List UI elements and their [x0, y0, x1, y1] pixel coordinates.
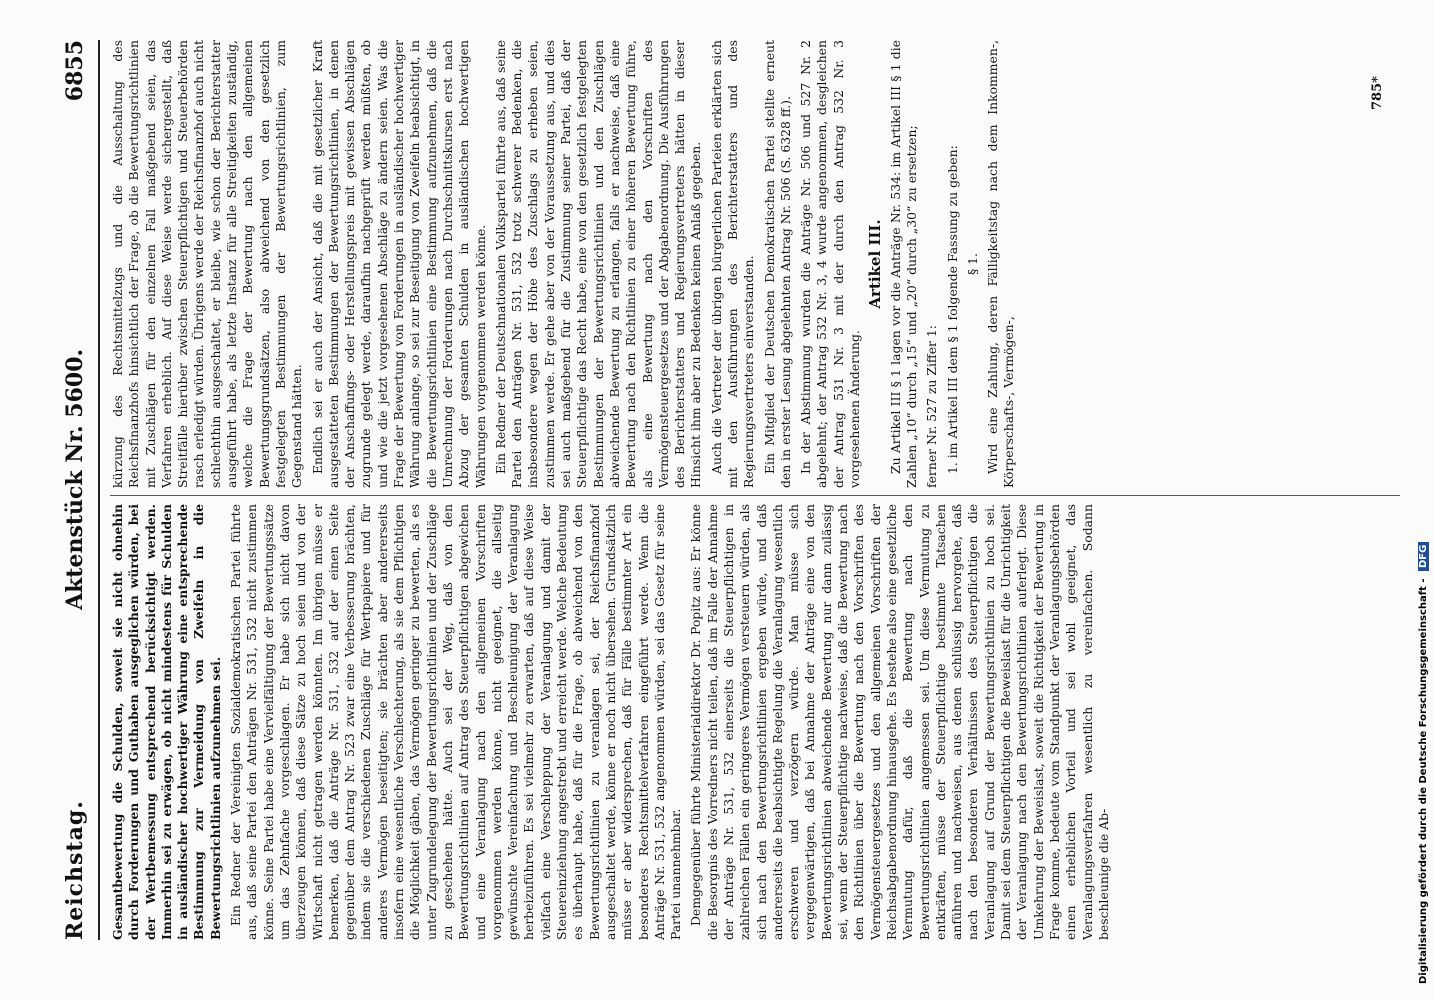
sheet-signature: 785* [1370, 76, 1385, 110]
paragraph: § 1. [964, 253, 980, 275]
header-left: Reichstag. [62, 800, 88, 940]
paragraph: Endlich sei er auch der Ansicht, daß die mit gesetzlicher Kraft ausgestatteten Bestimmungen der Bewertungsrichtlinien, in denen der Anschaffungs- oder Herstellungspreis mit gewissen Abschlägen zugrunde gelegt werde, daraufhin nachgeprüft werden müßten, ob und wie die jetzt vorgesehenen Abschläge zu ändern seien. Was die Frage der Bewertung von Forderungen in ausländischer hochwertiger Währung anlange, so sei zur Beseitigung von Zweifeln beabsichtigt, in die Bewertungsrichtlinien eine Bestimmung aufzunehmen, daß die Umrechnung der Forderungen nach Durchschnittskursen erst nach Abzug der gesamten Schulden in ausländischen hochwertigen Währungen vorgenommen werden könne. [309, 40, 488, 488]
credit-text: Digitalisierung gefördert durch die Deutsche Forschungsgemeinschaft - [1418, 578, 1429, 984]
paragraph: Ein Redner der Deutschnationalen Volkspartei führte aus, daß seine Partei den Anträgen Nr. 531, 532 trotz schwerer Bedenken, die insbesondere wegen der Höhe des Zuschlags zu erheben seien, zustimmen werde. Er gehe aber von der Voraussetzung aus, und dies sei auch maßgebend für die Zustimmung seiner Partei, daß der Steuerpflichtige das Recht habe, eine von den gesetzlich festgelegten Bestimmungen der Bewertungsrichtlinien und den Zuschlägen abweichende Bewertung zu erlangen, falls er nachweise, daß eine Bewertung nach den Richtlinien zu einer höheren Bewertung führe, als eine Bewertung nach den Vorschriften des Vermögensteuergesetzes und der Abgabenordnung. Die Ausführungen des Berichterstatters und Regierungsvertreters hätten in dieser Hinsicht ihm aber zu Bedenken keinen Anlaß gegeben. [492, 40, 704, 488]
header-rule [98, 40, 100, 940]
paragraph: ferner Nr. 527 zu Ziffer 1: [924, 325, 940, 488]
column-divider [110, 495, 1400, 496]
paragraph: Zu Artikel III § 1 lagen vor die Anträge Nr. 534: im Artikel III § 1 die Zahlen „10“ durch „15“ und „20“ durch „30“ zu ersetzen; [887, 40, 919, 488]
paragraph: Ein Redner der Vereinigten Sozialdemokratischen Partei führte aus, daß seine Partei den Anträgen Nr. 531, 532 nicht zustimmen könne. Seine Partei habe eine Vervielfältigung der Bewertungssätze um das Zehnfache vorgeschlagen. Er habe sich nicht davon überzeugen können, daß diese Sätze zu hoch seien und von der Wirtschaft nicht getragen werden könnten. Im übrigen müsse er bemerken, daß die Anträge Nr. 531, 532 auf der einen Seite gegenüber dem Antrag Nr. 523 zwar eine Verbesserung brächten, indem sie die verschiedenen Zuschläge für Wertpapiere und für anderes Vermögen beseitigten; sie brächten aber andererseits insofern eine wesentliche Verschlechterung, als sie dem Pflichtigen die Möglichkeit gäben, das Vermögen geringer zu bewerten, als es unter Zugrundelegung der Bewertungsrichtlinien und der Zuschläge zu geschehen hätte. Auch sei der Weg, daß von den Bewertungsrichtlinien auf Antrag des Steuerpflichtigen abgewichen und eine Veranlagung nach den allgemeinen Vorschriften vorgenommen werden könne, nicht geeignet, die allseitig gewünschte Vereinfachung und Beschleunigung der Veranlagung herbeizuführen. Es sei vielmehr zu erwarten, daß auf diese Weise vielfach eine Verschleppung der Veranlagung und damit der Steuereinziehung angestrebt und erreicht werde. Welche Bedeutung es überhaupt habe, daß für die Frage, ob abweichend von den Bewertungsrichtlinien zu veranlagen sei, der Reichsfinanzhof ausgeschaltet werde, könne er noch nicht übersehen. Grundsätzlich müsse er aber widersprechen, daß für Fälle bestimmter Art ein besonderes Rechtsmittelverfahren eingeführt werde. Wenn die Anträge Nr. 531, 532 angenommen würden, sei das Gesetz für seine Partei unannehmbar. [228, 504, 684, 940]
paragraph: Gesamtbewertung die Schulden, soweit sie nicht ohnehin durch Forderungen und Guthaben ausgeglichen würden, bei der Wertbemessung entsprechend berücksichtigt werden. Immerhin sei zu erwägen, ob nicht mindestens für Schulden in ausländischer hochwertiger Währung eine entsprechende Bestimmung zur Vermeidung von Zweifeln in die Bewertungsrichtlinien aufzunehmen sei. [110, 504, 223, 940]
paragraph: 1. im Artikel III dem § 1 folgende Fassung zu geben: [944, 145, 960, 474]
text-column-right [110, 40, 1400, 488]
paragraph: Artikel III. [866, 219, 885, 309]
rotated-document-page [62, 40, 1402, 940]
paragraph: In der Abstimmung wurden die Anträge Nr. 506 und 527 Nr. 2 abgelehnt; der Antrag 532 Nr. 3, 4 wurde angenommen, desgleichen der Antrag 531 Nr. 3 mit der durch den Antrag 532 Nr. 3 vorgesehenen Änderung. [798, 40, 863, 488]
paragraph: kürzung des Rechtsmittelzugs und die Ausschaltung des Reichsfinanzhofs hinsichtlich der Frage, ob die Bewertungsrichtlinien mit Zuschlägen für den einzelnen Fall maßgebend seien, das Verfahren erheblich. Auf diese Weise werde sichergestellt, daß Streitfälle hierüber zwischen Steuerpflichtigen und Steuerbehörden rasch erledigt würden. Übrigens werde der Reichsfinanzhof auch nicht schlechthin ausgeschaltet, er bleibe, wie schon der Berichterstatter ausgeführt habe, als letzte Instanz für alle Streitigkeiten zuständig, welche die Frage der Bewertung nach den allgemeinen Bewertungsgrundsätzen, also abweichend von den gesetzlich festgelegten Bestimmungen der Bewertungsrichtlinien, zum Gegenstand hätten. [110, 40, 305, 488]
text-column-left [110, 504, 1400, 940]
dfg-logo: DFG [1418, 542, 1429, 571]
page-header [62, 40, 102, 940]
paragraph: Demgegenüber führte Ministerialdirektor Dr. Popitz aus: Er könne die Besorgnis des Vorredners nicht teilen, daß im Falle der Annahme der Anträge Nr. 531, 532 einerseits die Steuerpflichtigen in zahlreichen Fällen ein geringeres Vermögen versteuern würden, als sich nach den Bewertungsrichtlinien ergeben würde, und daß andererseits die beabsichtigte Regelung die Veranlagung wesentlich erschweren und verzögern würde. Man müsse sich vergegenwärtigen, daß bei Annahme der Anträge eine von den Bewertungsrichtlinien abweichende Bewertung nur dann zulässig sei, wenn der Steuerpflichtige nachweise, daß die Bewertung nach den Richtlinien über die Bewertung nach den Vorschriften des Vermögensteuergesetzes und den allgemeinen Vorschriften der Reichsabgabenordnung hinausgehe. Es bestehe also eine gesetzliche Vermutung dafür, daß die Bewertung nach den Bewertungsrichtlinien angemessen sei. Um diese Vermutung zu entkräften, müsse der Steuerpflichtige bestimmte Tatsachen anführen und nachweisen, aus denen schlüssig hervorgehe, daß nach den besonderen Verhältnissen des Steuerpflichtigen die Veranlagung auf Grund der Bewertungsrichtlinien zu hoch sei. Damit sei dem Steuerpflichtigen die Beweislast für die Unrichtigkeit der Veranlagung nach den Bewertungsrichtlinien auferlegt. Diese Umkehrung der Beweislast, soweit die Richtigkeit der Bewertung in Frage komme, bedeute vom Standpunkt der Veranlagungsbehörden einen erheblichen Vorteil und sei wohl geeignet, das Veranlagungsverfahren wesentlich zu vereinfachen. Sodann beschleunige die Ab- [688, 504, 1111, 940]
page-number: 6855 [62, 40, 88, 102]
digitization-credit [1418, 4, 1432, 984]
paragraph: Wird eine Zahlung, deren Fälligkeitstag nach dem Inkommen-, Körperschafts-, Vermögen-, [985, 40, 1017, 488]
header-title: Aktenstück Nr. 5600. [62, 348, 88, 610]
paragraph: Auch die Vertreter der übrigen bürgerlichen Parteien erklärten sich mit den Ausführungen des Berichterstatters und des Regierungsvertreters einverstanden. [708, 40, 757, 488]
paragraph: Ein Mitglied der Deutschen Demokratischen Partei stellte erneut den in erster Lesung abgelehnten Antrag Nr. 506 (S. 6328 ff.). [761, 40, 793, 488]
